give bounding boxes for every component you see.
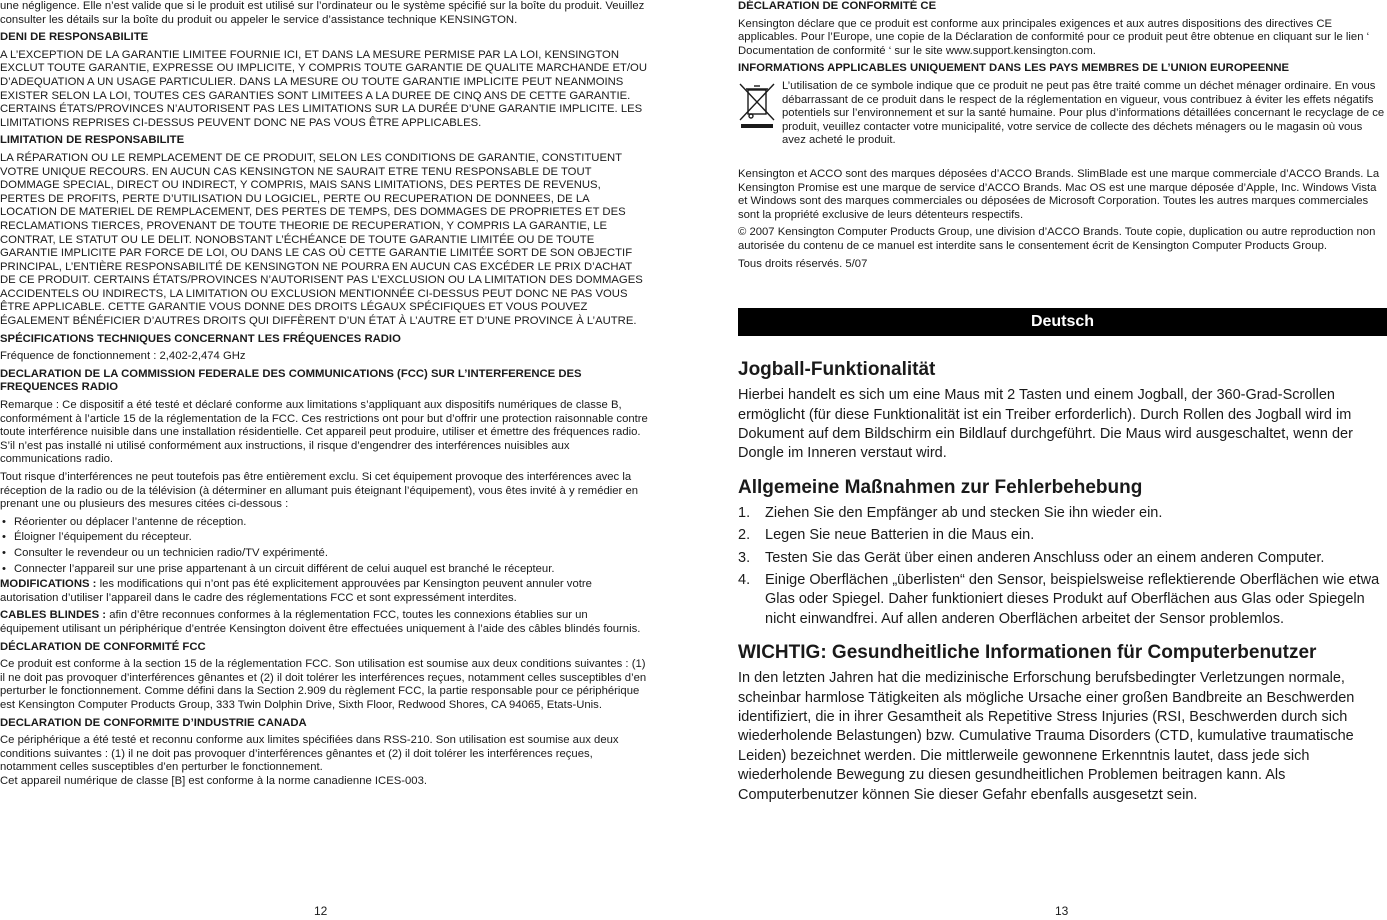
cables-paragraph	[0, 609, 648, 636]
step-number: 1.	[738, 504, 751, 521]
jogball-heading: Jogball-Funktionalität	[738, 359, 936, 381]
left-page	[0, 0, 648, 792]
canada-heading: DECLARATION DE CONFORMITE D’INDUSTRIE CANADA	[0, 716, 307, 729]
list-item	[738, 571, 1387, 629]
fcc-paragraph-1: Remarque : Ce dispositif a été testé et déclaré conforme aux limitations s’appliquant aux dispositifs numériques de classe B, conformément à l’article 15 de la réglementation de la FCC. Ces restrictions ont pour but d’offrir une protection raisonnable contre toute interférence nuisible dans une installation résidentielle. Cet appareil peut produire, utiliser et émettre des fréquences radio. S’il n’est pas installé ni utilisé conformément aux instructions, il risque d’engendrer des interférences nuisibles aux communications radio.	[0, 399, 648, 466]
health-heading: WICHTIG: Gesundheitliche Informationen für Computerbenutzer	[738, 642, 1317, 664]
fcc-paragraph-2: Tout risque d’interférences ne peut toutefois pas être entièrement exclu. Si cet équipement provoque des interférences avec la réception de la radio ou de la télévision (à déterminer en allumant puis éteignant l’équipement), vous êtes invité à y remédier en prenant une ou plusieurs des mesures citées ci-dessous :	[0, 471, 639, 511]
crossed-out-wheelie-bin-icon	[738, 82, 776, 130]
bullet-text: Réorienter ou déplacer l’antenne de réception.	[14, 515, 247, 528]
radio-spec-heading: SPÉCIFICATIONS TECHNIQUES CONCERNANT LES FRÉQUENCES RADIO	[0, 332, 401, 345]
list-item	[0, 547, 648, 561]
list-item	[738, 504, 1387, 523]
step-text: Testen Sie das Gerät über einen anderen Anschluss oder an einem anderen Computer.	[765, 549, 1325, 566]
fcc-conformity-heading: DÉCLARATION DE CONFORMITÉ FCC	[0, 640, 206, 653]
step-text: Ziehen Sie den Empfänger ab und stecken Sie ihn wieder ein.	[765, 504, 1163, 521]
bullet-icon: •	[2, 562, 6, 575]
modifications-text: les modifications qui n’ont pas été explicitement approuvées par Kensington peuvent annuler votre autorisation d’utiliser l’appareil dans le cadre des réglementations FCC et sont expressément interdites.	[0, 578, 592, 604]
step-number: 3.	[738, 549, 751, 566]
bullet-icon: •	[2, 546, 6, 559]
canada-body-2: Cet appareil numérique de classe [B] est conforme à la norme canadienne ICES-003.	[0, 774, 428, 787]
ce-body: Kensington déclare que ce produit est conforme aux principales exigences et aux autres dispositions des directives CE applicables. Pour l’Europe, une copie de la Déclaration de conformité pour ce produit peut être obtenue en cliquant sur le lien ‘ Documentation de conformité ‘ sur le site www.support.kensington.com.	[738, 17, 1370, 57]
disclaimer-heading: DENI DE RESPONSABILITE	[0, 31, 149, 44]
liability-body: LA RÉPARATION OU LE REMPLACEMENT DE CE PRODUIT, SELON LES CONDITIONS DE GARANTIE, CONSTITUENT VOTRE UNIQUE RECOURS. EN AUCUN CAS KENSINGTON NE SAURAIT ETRE TENU RESPONSABLE DE TOUT DOMMAGE SPECIAL, DIRECT OU INDIRECT, Y COMPRIS, MAIS SANS LIMITATIONS, DES PERTES DE REVENUS, PERTES DE PROFITS, PERTE D’UTILISATION DU LOGICIEL, PERTE OU RECUPERATION DE DONNEES, DE LA LOCATION DE MATERIEL DE REMPLACEMENT, DES PERTES DE TEMPS, DES DOMMAGES DE PROPRIETES ET DES RECLAMATIONS TIERCES, PROVENANT DE TOUTE THEORIE DE RECUPERATION, Y COMPRIS LA GARANTIE, LE CONTRAT, LE STATUT OU LE DELIT. NONOBSTANT L’ÉCHÉANCE DE TOUTE GARANTIE LIMITÉE OU DE TOUTE GARANTIE IMPLICITE PAR FORCE DE LOI, OU DANS LE CAS OÙ CETTE GARANTIE LIMITÉE SORT DE SON OBJECTIF PRINCIPAL, L’ENTIÈRE RESPONSABILITÉ DE KENSINGTON NE POURRA EN AUCUN CAS EXCÉDER LE PRIX D’ACHAT DE CE PRODUIT. CERTAINS ÉTATS/PROVINCES N’AUTORISENT PAS L’EXCLUSION OU LA LIMITATION DES DOMMAGES ACCIDENTELS OU INDIRECTS, LA LIMITATION OU EXCLUSION MENTIONNÉE CI-DESSUS PEUT DONC NE PAS VOUS ÊTRE APPLICABLE. CETTE GARANTIE VOUS DONNE DES DROITS LÉGAUX SPÉCIFIQUES ET VOUS POUVEZ ÉGALEMENT BÉNÉFICIER D’AUTRES DROITS QUI DIFFÈRENT D’UN ÉTAT À L’AUTRE ET D’UNE PROVINCE À L’AUTRE.	[0, 151, 643, 328]
health-body: In den letzten Jahren hat die medizinische Erforschung berufsbedingter Verletzungen normale, scheinbar harmlose Tätigkeiten als mögliche Ursache einer großen Bandbreite an Beschwerden identifiziert, die in ihrer Gesamtheit als Repetitive Stress Injuries (RSI, Beschwerden durch sich wiederholende Belastungen) bzw. Cumulative Trauma Disorders (CTD, kumulative traumatische Leiden) bezeichnet werden. Die mittlerweile gewonnene Erkenntnis lautet, dass jede sich wiederholende Bewegung zu diesen gesundheitlichen Problemen beitragen kann. Als Computerbenutzer können Sie dieser Gefahr ebenfalls ausgesetzt sein.	[738, 670, 1355, 803]
modifications-paragraph	[0, 578, 648, 605]
page-number-left: 12	[314, 904, 328, 918]
cables-text: afin d’être reconnues conformes à la réglementation FCC, toutes les connexions établies sur un équipement utilisant un périphérique d’entrée Kensington doivent être effectuées uniquement à l’aide des câbles blindés fournis.	[0, 609, 641, 635]
step-number: 4.	[738, 571, 751, 588]
bullet-text: Connecter l’appareil sur une prise appartenant à un circuit différent de celui auquel est branché le récepteur.	[14, 562, 555, 575]
disclaimer-body: A L’EXCEPTION DE LA GARANTIE LIMITEE FOURNIE ICI, ET DANS LA MESURE PERMISE PAR LA LOI, KENSINGTON EXCLUT TOUTE GARANTIE, EXPRESSE OU IMPLICITE, Y COMPRIS TOUTE GARANTIE DE QUALITE MARCHANDE ET/OU D’ADEQUATION A UN USAGE PARTICULIER. DANS LA MESURE OU TOUTE GARANTIE IMPLICITE PEUT NEANMOINS EXISTER SELON LA LOI, TOUTES CES GARANTIES SONT LIMITEES A LA DUREE DE CINQ ANS DE CETTE GARANTIE. CERTAINS ÉTATS/PROVINCES N’AUTORISENT PAS LES LIMITATIONS SUR LA DURÉE D’UNE GARANTIE IMPLICITE. LES LIMITATIONS REPRISES CI-DESSUS PEUVENT DONC NE PAS VOUS ÊTRE APPLICABLES.	[0, 48, 647, 129]
ce-heading: DÉCLARATION DE CONFORMITÉ CE	[738, 0, 937, 12]
eu-recycling-notice	[738, 80, 1387, 148]
cables-label: CABLES BLINDES :	[0, 609, 107, 622]
fcc-conformity-body: Ce produit est conforme à la section 15 de la réglementation FCC. Son utilisation est soumise aux deux conditions suivantes : (1) il ne doit pas provoquer d’interférences gênantes et (2) il doit tolérer les interférences reçues, notamment celles susceptibles d’en perturber le fonctionnement. Comme défini dans la Section 2.909 du règlement FCC, la partie responsable pour ce périphérique est Kensington Computer Products Group, 333 Twin Dolphin Drive, Sixth Floor, Redwood Shores, CA 94065, Etats-Unis.	[0, 658, 647, 711]
liability-heading: LIMITATION DE RESPONSABILITE	[0, 134, 185, 147]
fcc-heading: DECLARATION DE LA COMMISSION FEDERALE DES COMMUNICATIONS (FCC) SUR L’INTERFERENCE DES FREQUENCES RADIO	[0, 367, 582, 394]
bullet-text: Consulter le revendeur ou un technicien radio/TV expérimenté.	[14, 546, 328, 559]
list-item	[738, 526, 1387, 545]
eu-body: L’utilisation de ce symbole indique que ce produit ne peut pas être traité comme un déchet ménager ordinaire. En vous débarrassant de ce produit dans le respect de la réglementation en vigueur, vous contribuez à éviter les effets négatifs potentiels sur l’environnement et sur la santé humaine. Pour plus d’informations détaillées concernant le recyclage de ce produit, veuillez contacter votre municipalité, votre service de collecte des déchets ménagers ou le magasin où vous avez acheté le produit.	[782, 79, 1385, 147]
eu-heading: INFORMATIONS APPLICABLES UNIQUEMENT DANS LES PAYS MEMBRES DE L’UNION EUROPEENNE	[738, 62, 1290, 75]
troubleshooting-heading: Allgemeine Maßnahmen zur Fehlerbehebung	[738, 476, 1143, 498]
jogball-body: Hierbei handelt es sich um eine Maus mit 2 Tasten und einem Jogball, der 360-Grad-Scrollen ermöglicht (für diese Funktionalität ist ein Treiber erforderlich). Durch Rollen des Jogball wird im Dokument auf dem Bildschirm ein Bildlauf durchgeführt. Die Maus wird ausgeschaltet, wenn der Dongle im Inneren verstaut wird.	[738, 387, 1353, 462]
radio-spec-body: Fréquence de fonctionnement : 2,402-2,474 GHz	[0, 350, 246, 363]
language-section-header: Deutsch	[738, 308, 1387, 336]
bullet-text: Éloigner l’équipement du récepteur.	[14, 531, 192, 544]
modifications-label: MODIFICATIONS :	[0, 578, 97, 591]
copyright-paragraph: © 2007 Kensington Computer Products Group, une division d’ACCO Brands. Toute copie, duplication ou autre reproduction non autorisée du contenu de ce manuel est interdite sans le consentement écrit de Kensington Computer Products Group.	[738, 226, 1376, 252]
list-item	[0, 531, 648, 545]
bullet-icon: •	[2, 531, 6, 544]
warranty-intro: une négligence. Elle n’est valide que si le produit est utilisé sur l’ordinateur ou le système spécifié sur la boîte du produit. Veuillez consulter les détails sur la boîte du produit ou appeler le service d’assistance technique KENSINGTON.	[0, 0, 645, 26]
right-page	[738, 0, 1387, 809]
bullet-icon: •	[2, 515, 6, 528]
step-number: 2.	[738, 527, 751, 544]
rights-paragraph: Tous droits réservés. 5/07	[738, 257, 868, 270]
list-item	[0, 516, 648, 530]
list-item	[0, 563, 648, 577]
step-text: Legen Sie neue Batterien in die Maus ein.	[765, 527, 1035, 544]
canada-body: Ce périphérique a été testé et reconnu conforme aux limites spécifiées dans RSS-210. Son utilisation est soumise aux deux conditions suivantes : (1) il ne doit pas provoquer d’interférences gênantes et (2) il doit tolérer les interférences reçues, notamment celles susceptibles d’en perturber le fonctionnement.	[0, 734, 619, 774]
page-number-right: 13	[1055, 904, 1069, 918]
trademarks-paragraph: Kensington et ACCO sont des marques déposées d’ACCO Brands. SlimBlade est une marque commerciale d’ACCO Brands. La Kensington Promise est une marque de service d’ACCO Brands. Mac OS est une marque déposée d’Apple, Inc. Windows Vista et Windows sont des marques commerciales ou déposées de Microsoft Corporation. Toutes les autres marques commerciales sont la propriété exclusive de leurs détenteurs respectifs.	[738, 167, 1380, 221]
step-text: Einige Oberflächen „überlisten“ den Sensor, beispielsweise reflektierende Oberflächen wie etwa Glas oder Spiegel. Daher funktioniert dieses Produkt auf Oberflächen aus Glas oder Spiegeln nicht einwandfrei. Auf allen anderen Oberflächen arbeitet der Sensor problemlos.	[765, 571, 1380, 627]
list-item	[738, 549, 1387, 568]
